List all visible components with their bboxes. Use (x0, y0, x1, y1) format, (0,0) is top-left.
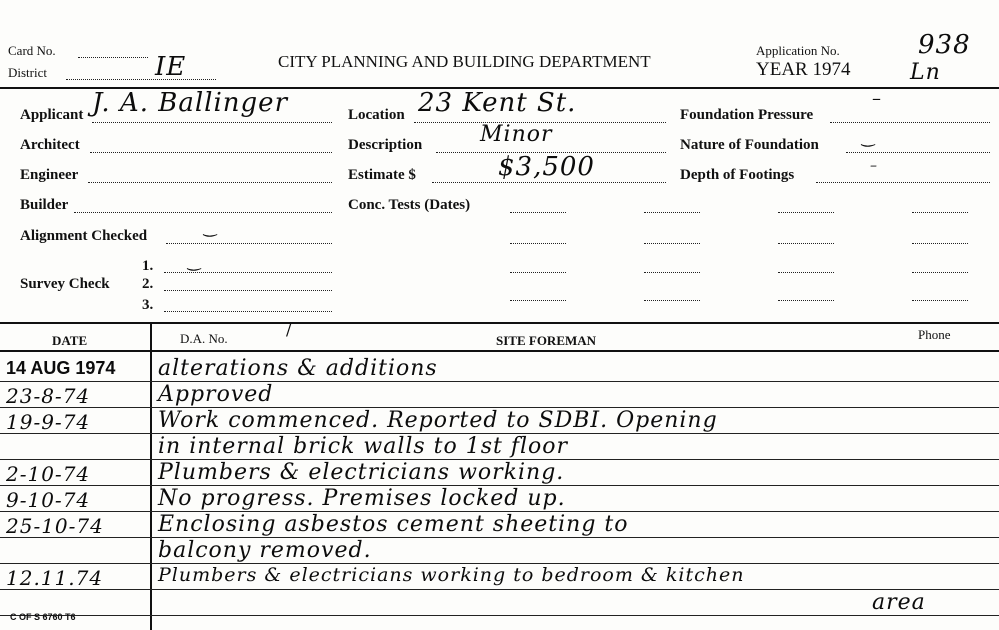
description-label: Description (348, 137, 423, 153)
date-header: DATE (52, 333, 88, 348)
survey-1: 1. (142, 258, 154, 274)
date-column-divider (150, 322, 152, 630)
card-no-line (78, 57, 148, 58)
nature-foundation-mark: ‿ (862, 128, 876, 147)
alignment-mark: ‿ (204, 218, 218, 237)
log-row-rule (0, 589, 999, 590)
log-row-rule (0, 381, 999, 382)
applicant-value: J. A. Ballinger (92, 88, 288, 118)
log-entry-text: Work commenced. Reported to SDBI. Opening (158, 408, 718, 433)
conc-line-a2 (644, 212, 700, 213)
phone-header: Phone (918, 327, 951, 342)
da-header: D.A. No. (180, 331, 228, 346)
conc-tests-label: Conc. Tests (Dates) (348, 197, 471, 213)
survey-label: Survey Check (20, 276, 110, 292)
conc-line-b3 (778, 243, 834, 244)
survey-2-line (164, 290, 332, 291)
conc-line-b4 (912, 243, 968, 244)
survey-2: 2. (142, 276, 154, 292)
log-entry-text: Plumbers & electricians working to bedroom & kitchen (158, 564, 745, 586)
alignment-label: Alignment Checked (20, 228, 148, 244)
da-mark: / (286, 320, 293, 339)
alignment-line (166, 243, 332, 244)
log-entry-text: Plumbers & electricians working. (158, 460, 565, 485)
nature-foundation-line (846, 152, 990, 153)
conc-line-a4 (912, 212, 968, 213)
conc-line-b2 (644, 243, 700, 244)
log-date: 19-9-74 (6, 410, 91, 434)
district-line (66, 79, 216, 80)
estimate-label: Estimate $ (348, 167, 416, 183)
log-entry-text: in internal brick walls to 1st floor (158, 434, 569, 459)
location-value: 23 Kent St. (418, 88, 577, 118)
log-date: 12.11.74 (6, 566, 104, 590)
engineer-label: Engineer (20, 167, 79, 183)
location-label: Location (348, 107, 405, 123)
log-row-rule (0, 537, 999, 538)
depth-footings-label: Depth of Footings (680, 167, 795, 183)
log-entry-text: alterations & additions (158, 356, 438, 381)
depth-footings-mark: – (870, 158, 878, 174)
conc-line-a1 (510, 212, 566, 213)
applicant-label: Applicant (20, 107, 84, 123)
foundation-pressure-label: Foundation Pressure (680, 107, 814, 123)
conc-line-c4 (912, 272, 968, 273)
log-date: 14 AUG 1974 (6, 358, 116, 378)
applicant-line (92, 122, 332, 123)
form-code: C OF S 6760 T6 (10, 612, 76, 622)
department-title: CITY PLANNING AND BUILDING DEPARTMENT (278, 52, 651, 71)
log-entry-text: No progress. Premises locked up. (158, 486, 566, 511)
survey-1-line (164, 272, 332, 273)
architect-line (90, 152, 332, 153)
engineer-line (88, 182, 332, 183)
conc-line-a3 (778, 212, 834, 213)
card-no-label: Card No. (8, 43, 56, 58)
foundation-pressure-line (830, 122, 990, 123)
log-date: 9-10-74 (6, 488, 91, 512)
depth-footings-line (816, 182, 990, 183)
conc-line-c1 (510, 272, 566, 273)
conc-line-c3 (778, 272, 834, 273)
log-date: 25-10-74 (6, 514, 104, 538)
foundation-pressure-mark: – (872, 88, 882, 109)
foreman-header: SITE FOREMAN (496, 333, 597, 348)
district-label: District (8, 65, 47, 80)
builder-label: Builder (20, 197, 69, 213)
survey-3-line (164, 311, 332, 312)
conc-line-b1 (510, 243, 566, 244)
nature-foundation-label: Nature of Foundation (680, 137, 819, 153)
log-date: 23-8-74 (6, 384, 91, 408)
log-row-rule (0, 615, 999, 616)
conc-line-d4 (912, 300, 968, 301)
year-label: YEAR 1974 (756, 59, 851, 80)
conc-line-d2 (644, 300, 700, 301)
conc-line-d3 (778, 300, 834, 301)
log-entry-text: Approved (158, 382, 274, 407)
conc-line-c2 (644, 272, 700, 273)
builder-line (74, 212, 332, 213)
conc-line-d1 (510, 300, 566, 301)
survey-mark: ‿ (188, 252, 202, 271)
description-value: Minor (480, 122, 553, 147)
architect-label: Architect (20, 137, 80, 153)
district-value: IE (155, 52, 187, 82)
estimate-value: $3,500 (498, 152, 595, 182)
log-entry-text: area (872, 590, 926, 615)
application-no-label: Application No. (756, 43, 840, 58)
log-entry-text: Enclosing asbestos cement sheeting to (158, 512, 629, 537)
application-no-value: 938 (918, 30, 971, 60)
application-suffix: Ln (910, 60, 941, 85)
estimate-line (432, 182, 666, 183)
log-entry-text: balcony removed. (158, 538, 372, 563)
log-date: 2-10-74 (6, 462, 91, 486)
survey-3: 3. (142, 297, 154, 313)
